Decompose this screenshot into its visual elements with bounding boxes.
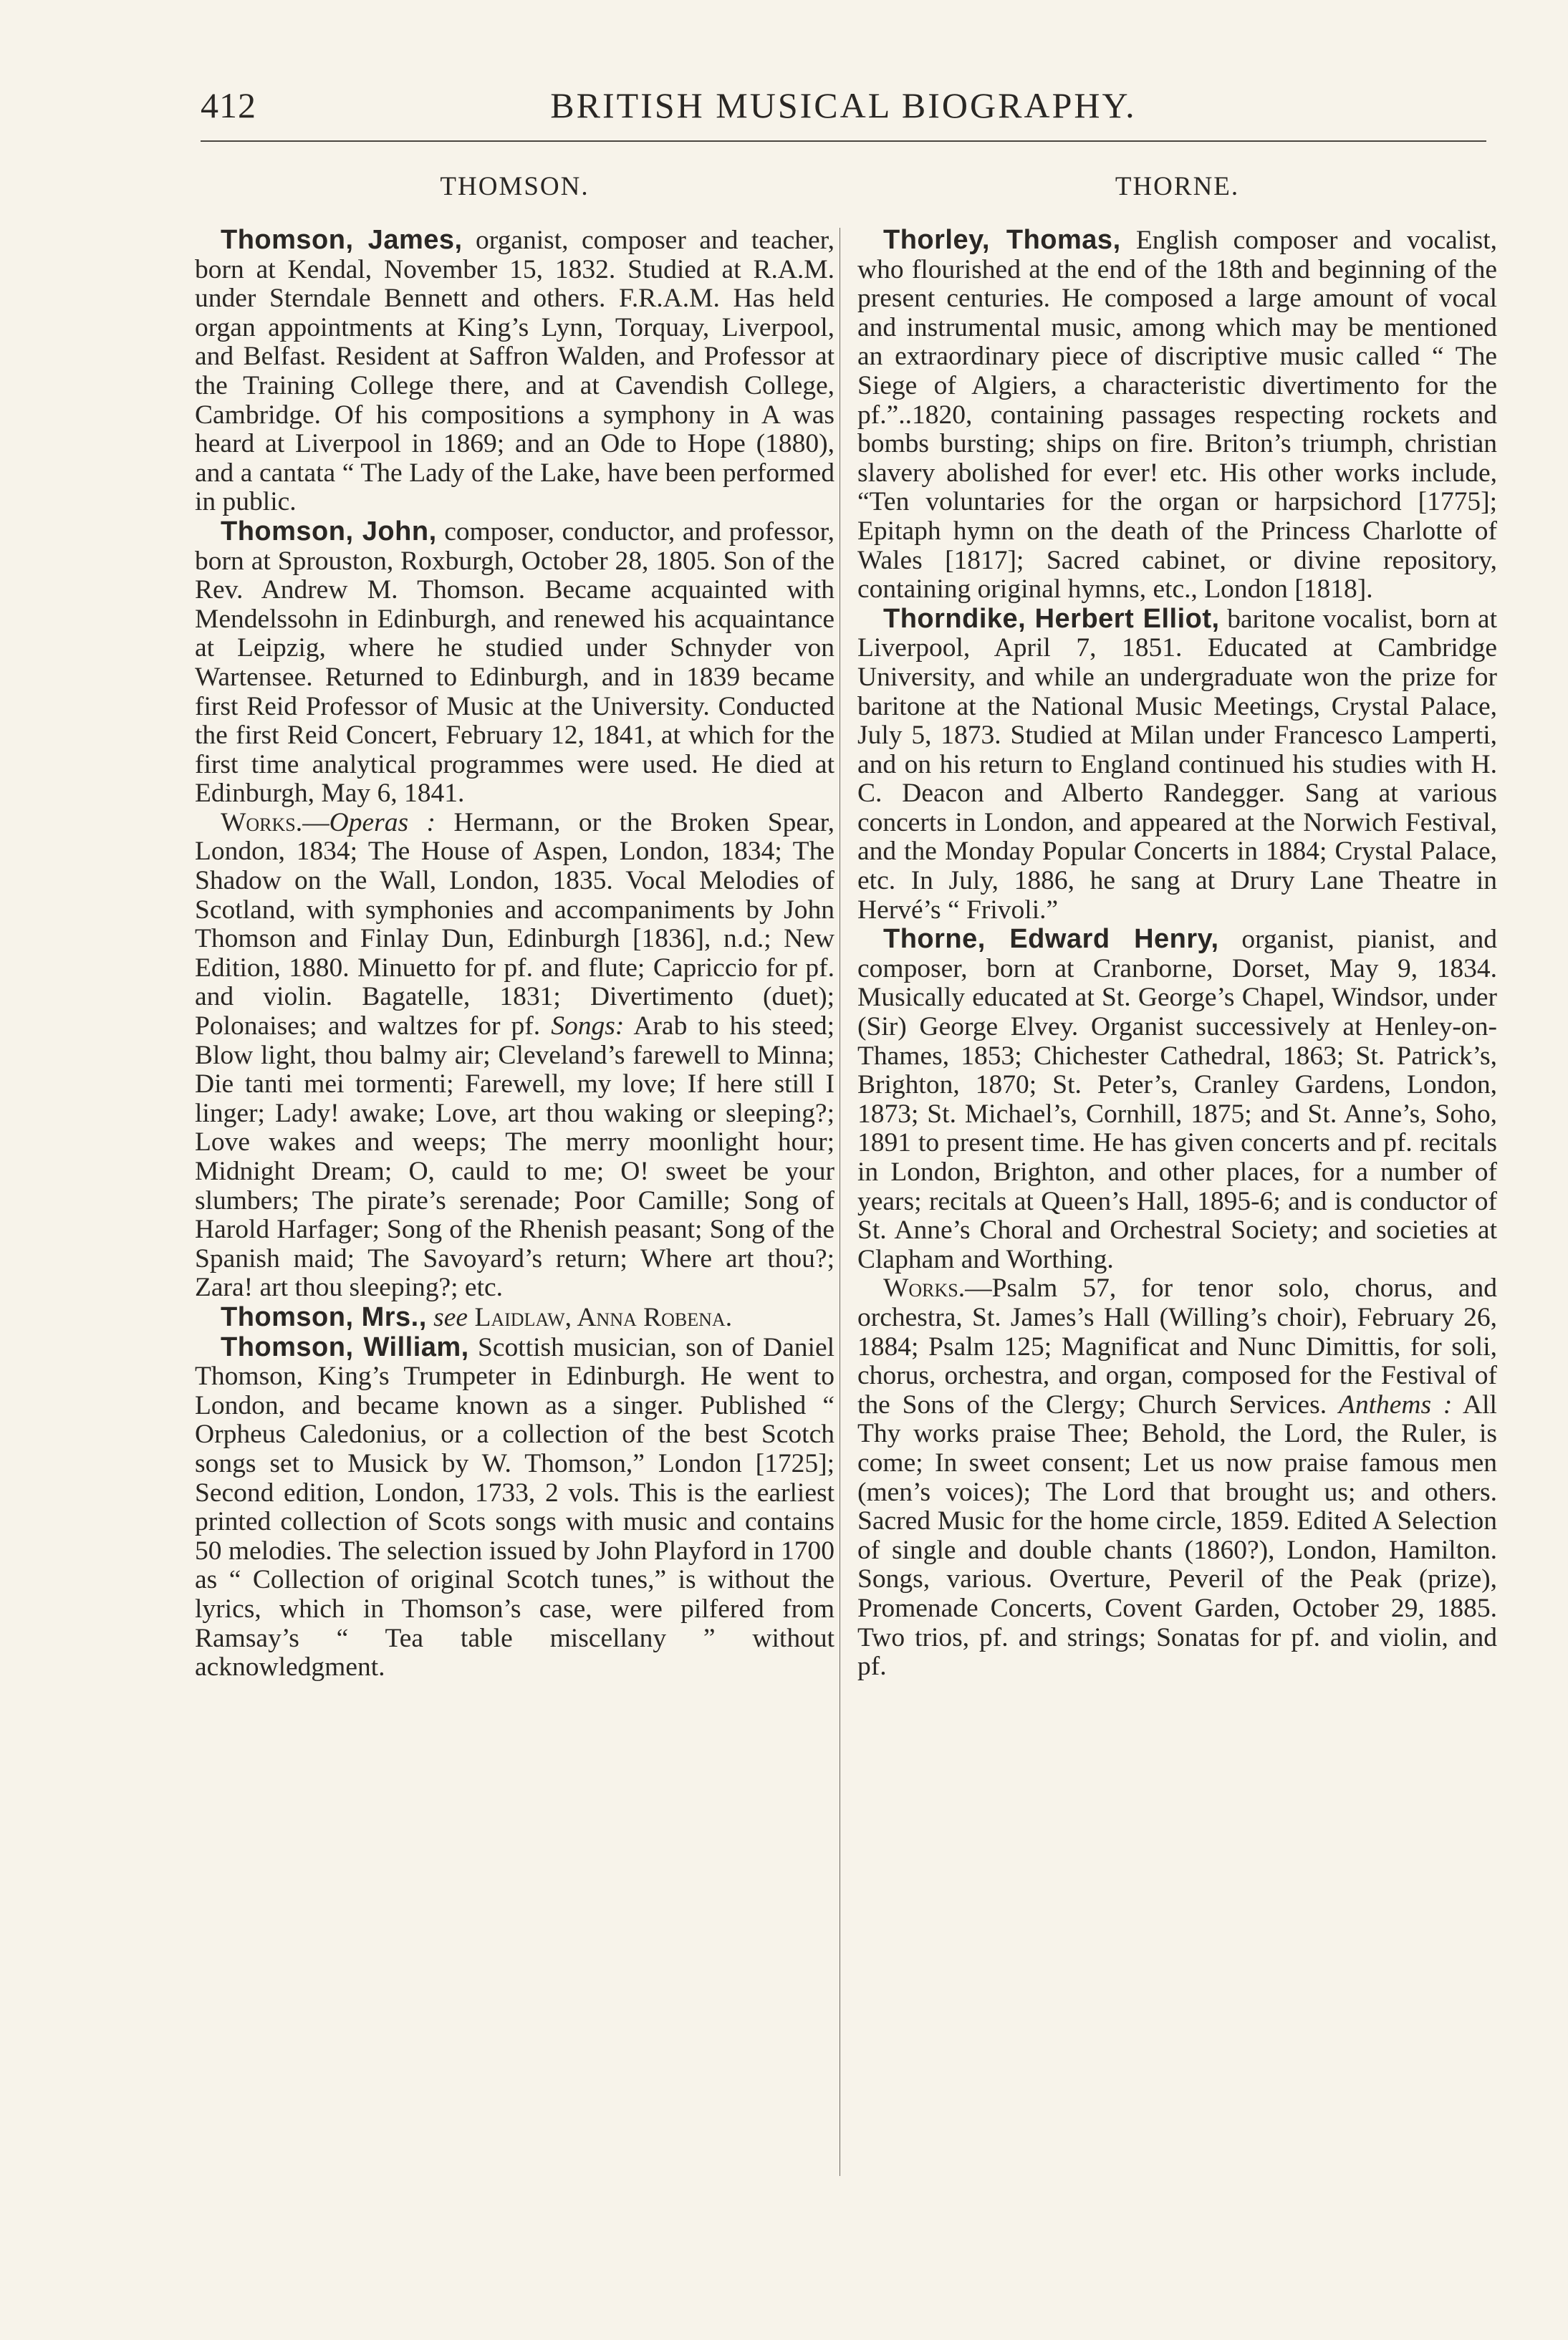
works-operas-label: Operas : bbox=[329, 807, 436, 837]
entry-thorndike-herbert-elliot bbox=[857, 605, 1497, 925]
works-dash: — bbox=[302, 807, 330, 837]
entry-thorley-thomas bbox=[857, 226, 1497, 605]
entry-headword: Thorley, Thomas, bbox=[883, 225, 1121, 255]
works-songs-text: Arab to his steed; Blow light, thou balmy air; Cleveland’s farewell to Minna; Die tanti mei tormenti; Farewell, my love; If here still I linger; Lady! awake; Love, art thou waking or sleeping?; Love wakes and weeps; The merry moonlight hour; Midnight Dream; O, cauld to me; O! sweet be your slumbers; The pirate’s serenade; Poor Camille; Song of Harold Harfager; Song of the Rhenish peasant; Song of the Spanish maid; The Savoyard’s return; Where art thou?; Zara! art thou sleeping?; etc. bbox=[195, 1011, 834, 1303]
page-number: 412 bbox=[201, 85, 256, 125]
page-header bbox=[201, 85, 1486, 142]
works-anthems-label: Anthems : bbox=[1338, 1390, 1453, 1420]
works-operas-text: Hermann, or the Broken Spear, London, 1834; The House of Aspen, London, 1834; The Shadow on the Wall, London, 1835. Vocal Melodies of Scotland, with symphonies and accompaniments by John Thomson and Finlay Dun, Edinburgh [1836], n.d.; New Edition, 1880. Minuetto for pf. and flute; Capriccio for pf. and violin. Bagatelle, 1831; Divertimento (duet); Polonaises; and waltzes for pf. bbox=[195, 807, 834, 1041]
entry-text: composer, conductor, and professor, born at Sprouston, Roxburgh, October 28, 1805. Son of the Rev. Andrew M. Thomson. Became acquainted with Mendelssohn in Edinburgh, and renewed his acquaintance at Leipzig, where he studied under Schnyder von Wartensee. Returned to Edinburgh, and in 1839 became first Reid Professor of Music at the University. Conducted the first Reid Concert, February 12, 1841, at which for the first time analytical programmes were used. He died at Edinburgh, May 6, 1841. bbox=[195, 516, 834, 809]
left-column bbox=[195, 170, 834, 2248]
right-column-heading: THORNE. bbox=[1115, 172, 1240, 201]
entry-thorne-edward-henry bbox=[857, 925, 1497, 1274]
entry-thomson-james bbox=[195, 226, 834, 517]
entry-headword: Thorne, Edward Henry, bbox=[883, 924, 1219, 955]
entry-text: organist, pianist, and composer, born at Cranborne, Dorset, May 9, 1834. Musically educated at St. George’s Chapel, Windsor, under (Sir) George Elvey. Organist successively at Henley-on-Thames, 1853; Chichester Cathedral, 1863; St. Patrick’s, Brighton, 1870; St. Peter’s, Cranley Gardens, London, 1873; St. Michael’s, Cornhill, 1875; and St. Anne’s, Soho, 1891 to present time. He has given concerts and pf. recitals in London, Brighton, and other places, for a number of years; recitals at Queen’s Hall, 1895-6; and is conductor of St. Anne’s Choral and Orchestral Society; and societies at Clapham and Worthing. bbox=[857, 925, 1497, 1274]
works-thomson-john bbox=[195, 809, 834, 1303]
entry-thomson-john bbox=[195, 517, 834, 809]
entry-thomson-william bbox=[195, 1333, 834, 1682]
works-label: Works. bbox=[883, 1273, 966, 1304]
works-text: —Psalm 57, for tenor solo, chorus, and orchestra, St. James’s Hall (Willing’s choir), February 26, 1884; Psalm 125; Magnificat and Nunc Dimittis, for soli, chorus, orchestra, and organ, composed for the Festival of the Sons of the Clergy; Church Services. bbox=[857, 1273, 1497, 1420]
entry-headword: Thomson, James, bbox=[221, 225, 463, 255]
running-title: BRITISH MUSICAL BIOGRAPHY. bbox=[550, 85, 1137, 125]
right-column bbox=[857, 170, 1497, 2248]
entry-thomson-mrs bbox=[195, 1303, 834, 1333]
entry-text: organist, composer and teacher, born at Kendal, November 15, 1832. Studied at R.A.M. under Sterndale Bennett and others. F.R.A.M. Has held organ appointments at King’s Lynn, Torquay, Liverpool, and Belfast. Resident at Saffron Walden, and Professor at the Training College there, and at Cavendish College, Cambridge. Of his compositions a symphony in A was heard at Liverpool in 1869; and an Ode to Hope (1880), and a cantata “ The Lady of the Lake, have been performed in public. bbox=[195, 226, 834, 517]
entry-headword: Thorndike, Herbert Elliot, bbox=[883, 603, 1220, 634]
entry-headword: Thomson, John, bbox=[221, 516, 437, 547]
works-label: Works. bbox=[221, 807, 303, 837]
cross-reference: Laidlaw, Anna Robena. bbox=[474, 1302, 733, 1332]
see-label: see bbox=[433, 1302, 468, 1332]
entry-headword: Thomson, William, bbox=[221, 1332, 469, 1362]
works-thorne-edward-henry bbox=[857, 1274, 1497, 1681]
works-songs-label: Songs: bbox=[551, 1011, 625, 1041]
works-anthems-text: All Thy works praise Thee; Behold, the Lord, the Ruler, is come; In sweet consent; Let us now praise famous men (men’s voices); The Lord that brought us; and others. Sacred Music for the home circle, 1859. Edited A Selection of single and double chants (1860?), London, Hamilton. Songs, various. Overture, Peveril of the Peak (prize), Promenade Concerts, Covent Garden, October 29, 1885. Two trios, pf. and strings; Sonatas for pf. and violin, and pf. bbox=[857, 1390, 1497, 1682]
entry-text: Scottish musician, son of Daniel Thomson, King’s Trumpeter in Edinburgh. He went to London, and became known as a singer. Published “ Orpheus Caledonius, or a collection of the best Scotch songs set to Musick by W. Thomson,” London [1725]; Second edition, London, 1733, 2 vols. This is the earliest printed collection of Scots songs with music and contains 50 melodies. The selection issued by John Playford in 1700 as “ Collection of original Scotch tunes,” is without the lyrics, which in Thomson’s case, were pilfered from Ramsay’s “ Tea table miscellany ” without acknowledgment. bbox=[195, 1332, 834, 1682]
left-column-heading: THOMSON. bbox=[440, 172, 590, 201]
header-rule bbox=[201, 140, 1486, 142]
entry-text: English composer and vocalist, who flourished at the end of the 18th and beginning of the present centuries. He composed a large amount of vocal and instrumental music, among which may be mentioned an extraordinary piece of discriptive music called “ The Siege of Algiers, a characteristic divertimento for the pf.”..1820, containing passages respecting rockets and bombs bursting; ships on fire. Briton’s triumph, christian slavery abolished for ever! etc. His other works include, “Ten voluntaries for the organ or harpsichord [1775]; Epitaph hymn on the death of the Princess Charlotte of Wales [1817]; Sacred cabinet, or divine repository, containing original hymns, etc., London [1818]. bbox=[857, 226, 1497, 605]
entry-headword: Thomson, Mrs., bbox=[221, 1301, 427, 1332]
entry-text: baritone vocalist, born at Liverpool, April 7, 1851. Educated at Cambridge University, and while an undergraduate won the prize for baritone at the National Music Meetings, Crystal Palace, July 5, 1873. Studied at Milan under Francesco Lamperti, and on his return to England continued his studies with H. C. Deacon and Alberto Randegger. Sang at various concerts in London, and appeared at the Norwich Festival, and the Monday Popular Concerts in 1884; Crystal Palace, etc. In July, 1886, he sang at Drury Lane Theatre in Hervé’s “ Frivoli.” bbox=[857, 604, 1497, 925]
